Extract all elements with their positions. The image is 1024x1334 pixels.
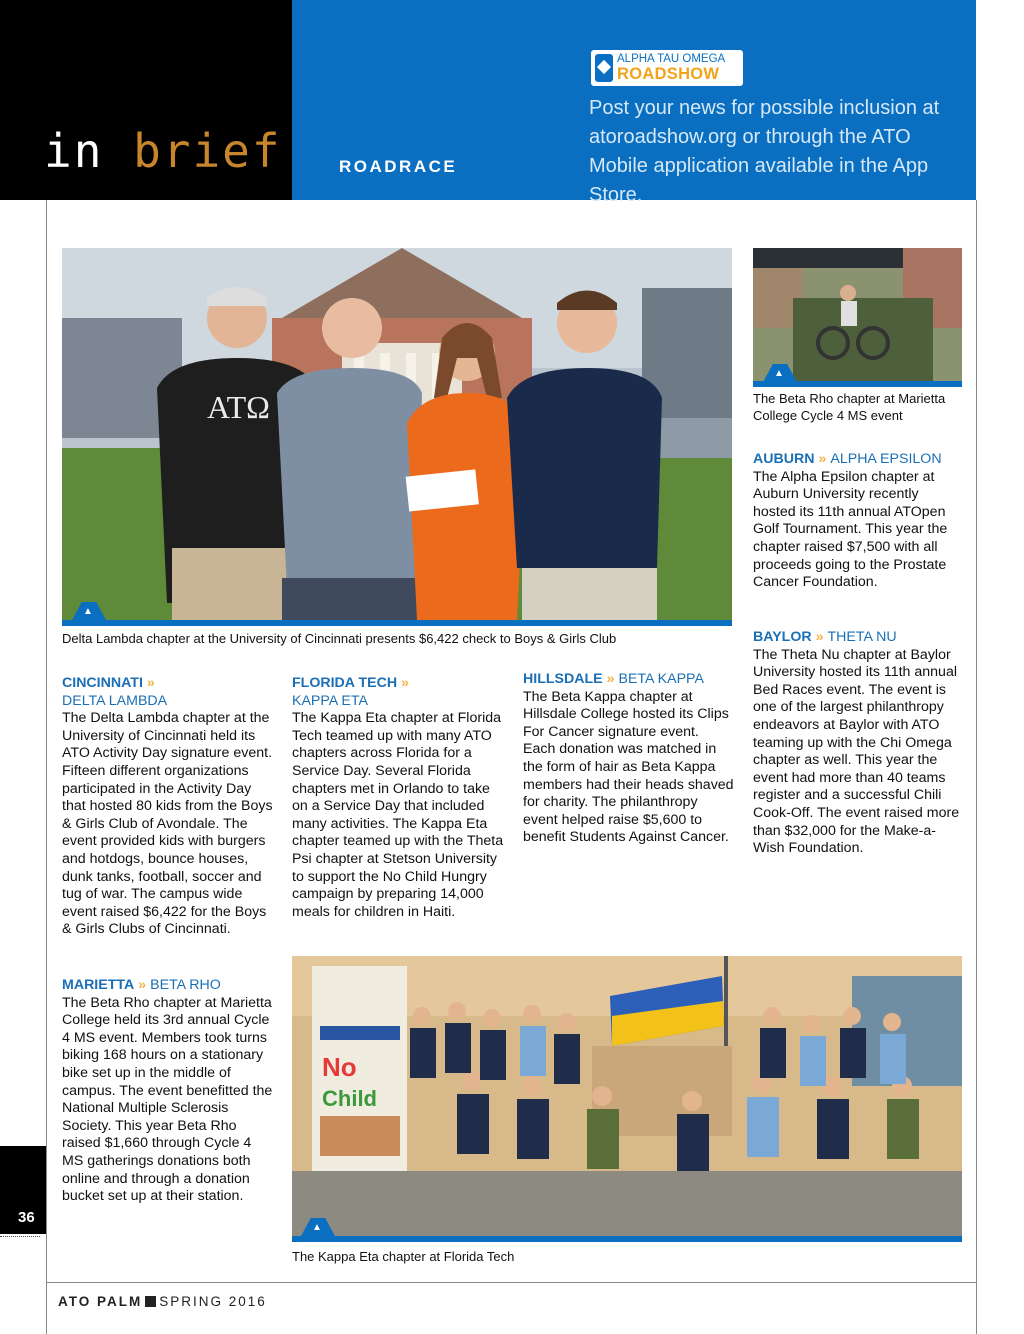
chevron-icon: » — [138, 977, 147, 993]
ato-mark-icon — [145, 1296, 156, 1307]
chevron-icon: » — [815, 629, 824, 645]
florida-tech-chapter: KAPPA ETA — [292, 692, 368, 709]
article-auburn — [753, 451, 965, 592]
footer-rule — [46, 1282, 976, 1283]
baylor-chapter: THETA NU — [827, 629, 897, 645]
svg-text:No: No — [322, 1052, 357, 1082]
category-label: ROADRACE — [339, 157, 458, 176]
bottom-photo-caption: The Kappa Eta chapter at Florida Tech — [292, 1249, 515, 1264]
side-photo-caption: The Beta Rho chapter at Marietta College Cycle 4 MS event — [753, 391, 946, 423]
chevron-icon: » — [606, 671, 615, 687]
hillsdale-body: The Beta Kappa chapter at Hillsdale College hosted its Clips For Cancer signature event. Each donation was matched in the form of hair as Beta Kappa members had their heads shaved for charity. The philanthropy event helped raise $5,600 to benefit Students Against Cancer. — [523, 688, 734, 846]
florida-tech-body: The Kappa Eta chapter at Florida Tech teamed up with many ATO chapters across Florida for a Service Day. Several Florida chapters met in Orlando to take on a Service Day that included many activities. The Kappa Eta chapter teamed up with the Theta Psi chapter at Stetson University to support the No Child Hungry campaign by preparing 14,000 meals for children in Haiti. — [292, 710, 504, 920]
section-title — [44, 124, 282, 178]
marietta-chapter: BETA RHO — [150, 977, 221, 993]
footer-issue — [58, 1294, 267, 1309]
logo-line-2: ROADSHOW — [617, 65, 720, 83]
cincinnati-school: CINCINNATI — [62, 675, 143, 691]
post-news-note: Post your news for possible inclusion at atoroadshow.org or through the ATO Mobile application available in the App Store. — [589, 97, 940, 206]
baylor-school: BAYLOR — [753, 629, 812, 645]
hillsdale-school: HILLSDALE — [523, 671, 603, 687]
left-rule — [46, 200, 47, 1334]
article-hillsdale — [523, 671, 735, 847]
article-florida-tech — [292, 675, 504, 921]
main-photo-caption: Delta Lambda chapter at the University of Cincinnati presents $6,422 check to Boys & Girls Club — [62, 631, 617, 646]
section-title-in: in — [44, 124, 104, 178]
marietta-school: MARIETTA — [62, 977, 135, 993]
svg-text:Child: Child — [322, 1086, 377, 1111]
article-baylor — [753, 629, 965, 858]
side-photo — [753, 248, 962, 381]
chevron-icon: » — [818, 451, 827, 467]
bottom-photo — [292, 956, 962, 1236]
auburn-school: AUBURN — [753, 451, 815, 467]
article-cincinnati — [62, 675, 274, 939]
logo-line-1: ALPHA TAU OMEGA — [617, 53, 726, 65]
section-title-brief: brief — [133, 124, 282, 178]
cincinnati-chapter: DELTA LAMBDA — [62, 692, 168, 709]
chevron-icon: » — [401, 675, 409, 691]
main-photo-bar — [62, 620, 732, 626]
auburn-body: The Alpha Epsilon chapter at Auburn University recently hosted its 11th annual ATOpen Golf Tournament. This year the chapter raised $7,500 with all proceeds going to the Prostate Cancer Foundation. — [753, 468, 948, 591]
hillsdale-chapter: BETA KAPPA — [618, 671, 704, 687]
roadshow-logo — [591, 50, 743, 86]
main-photo — [62, 248, 732, 620]
page-number-dots — [0, 1236, 40, 1237]
florida-tech-school: FLORIDA TECH — [292, 675, 398, 691]
bottom-photo-bar — [292, 1236, 962, 1242]
phone-icon — [595, 54, 613, 82]
ato-shirt-text: ATΩ — [207, 389, 270, 425]
right-rule — [976, 200, 977, 1334]
page-number: 36 — [18, 1209, 35, 1226]
footer-issue-date: SPRING 2016 — [159, 1294, 267, 1309]
footer-magazine: ATO PALM — [58, 1294, 143, 1309]
auburn-chapter: ALPHA EPSILON — [830, 451, 942, 467]
chevron-icon: » — [146, 675, 155, 691]
baylor-body: The Theta Nu chapter at Baylor University hosted its 11th annual Bed Races event. The event is one of the largest philanthropy endeavors at Baylor with ATO teaming up with the Chi Omega chapter as well. This year the event had more than 40 teams register and a successful Chili Cook-Off. The event raised more than $32,000 for the Make-a-Wish Foundation. — [753, 646, 960, 857]
marietta-body: The Beta Rho chapter at Marietta College held its 3rd annual Cycle 4 MS event. Members took turns biking 168 hours on a stationary bike set up in the middle of campus. The event benefitted the National Multiple Sclerosis Society. This year Beta Rho raised $1,660 through Cycle 4 MS gatherings donations both online and through a donation bucket set up at their station. — [62, 994, 273, 1205]
article-marietta — [62, 977, 274, 1206]
cincinnati-body: The Delta Lambda chapter at the University of Cincinnati held its ATO Activity Day signature event. Fifteen different organizations participated in the Activity Day that hosted 80 kids from the Boys & Girls Club of Avondale. The event provided kids with burgers and hotdogs, bounce houses, dunk tanks, football, soccer and tug of war. The campus wide event raised $6,422 for the Boys & Girls Clubs of Cincinnati. — [62, 710, 273, 938]
